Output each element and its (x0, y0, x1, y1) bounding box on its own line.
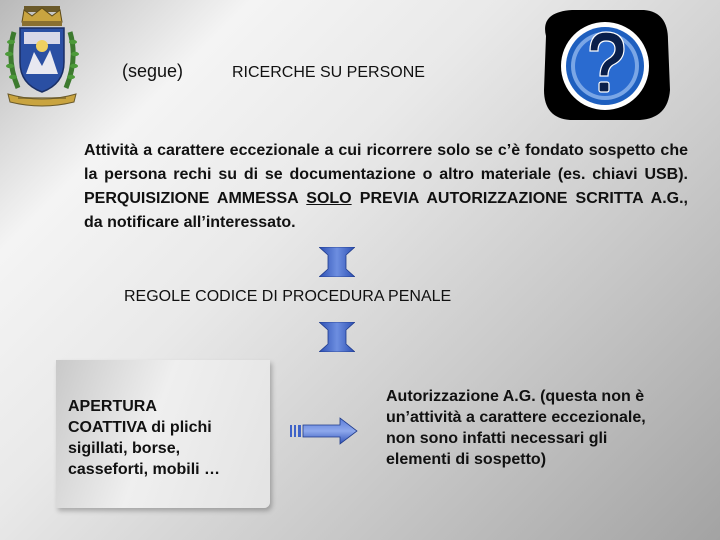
right-text-line: elementi di sospetto) (386, 451, 547, 468)
double-arrow-icon (319, 247, 355, 277)
description-paragraph (84, 139, 688, 235)
page-title: RICERCHE SU PERSONE (232, 64, 425, 81)
right-text-line: un’attività a carattere eccezionale, (386, 409, 646, 426)
left-box-line: casseforti, mobili … (68, 461, 221, 478)
left-box-line: sigillati, borse, (68, 440, 181, 457)
left-box-line: COATTIVA di plichi (68, 419, 212, 436)
header-segue: (segue) (122, 61, 184, 81)
question-mark-icon (536, 6, 674, 124)
paragraph-part2: PREVIA AUTORIZZAZIONE SCRITTA A.G., da notificare all’interessato. (84, 190, 688, 231)
right-info-text (386, 386, 716, 470)
paragraph-part1: Attività a carattere eccezionale a cui ricorrere solo se c’è fondato sospetto che la persona rechi su di se documentazione o altro materiale (es. chiavi USB). PERQUISIZIONE AMMESSA (84, 142, 688, 207)
right-arrow-icon (290, 417, 358, 445)
rule-heading: REGOLE CODICE DI PROCEDURA PENALE (124, 288, 452, 305)
left-box-line: APERTURA (68, 398, 157, 415)
paragraph-underlined: SOLO (306, 190, 352, 207)
right-text-line: non sono infatti necessari gli (386, 430, 608, 447)
police-emblem-icon (4, 4, 80, 108)
double-arrow-icon (319, 322, 355, 352)
right-text-line: Autorizzazione A.G. (questa non è (386, 388, 645, 405)
left-info-box (56, 360, 270, 508)
